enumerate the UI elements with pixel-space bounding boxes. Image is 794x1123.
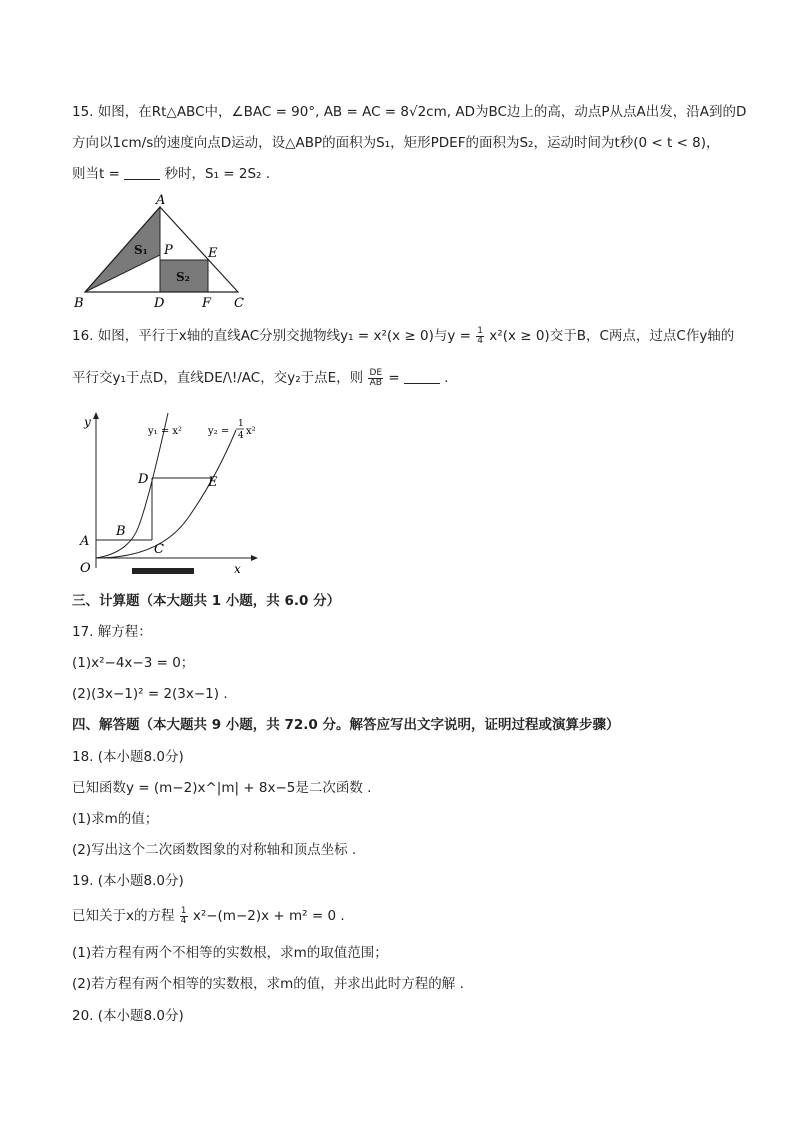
label-o: O (80, 561, 91, 576)
label-a: A (156, 193, 166, 208)
curve-y2-frac-den: 4 (238, 431, 244, 441)
label-s2: S₂ (176, 270, 190, 284)
q16-line1-pre: 16. 如图，平行于x轴的直线AC分别交抛物线y₁ = x²(x ≥ 0)与y = (72, 328, 471, 344)
q19-stem-pre: 已知关于x的方程 (72, 908, 175, 924)
y-axis-arrow (93, 412, 99, 419)
label-d: D (154, 296, 165, 311)
curve-y1-label: y₁ = x² (148, 426, 183, 437)
q18-part1: (1)求m的值； (72, 811, 159, 827)
q19-stem-post: x²−(m−2)x + m² = 0 . (192, 908, 345, 924)
q17-part1: (1)x²−4x−3 = 0； (72, 655, 195, 671)
q19-part1: (1)若方程有两个不相等的实数根，求m的取值范围； (72, 945, 388, 961)
q16-line2-period: . (444, 370, 449, 386)
x-axis-arrow (251, 555, 258, 561)
label-a: A (80, 534, 90, 549)
answer-blank[interactable] (404, 369, 440, 384)
q17-part2: (2)(3x−1)² = 2(3x−1) . (72, 686, 228, 702)
q19-title: 19. (本小题8.0分) (72, 873, 184, 889)
q15-triangle-figure (70, 192, 260, 312)
q15-line2: 方向以1cm/s的速度向点D运动，设△ABP的面积为S₁，矩形PDEF的面积为S₂，运动时间为t秒(0 < t < 8)， (72, 135, 720, 151)
curve-y2-label-post: x² (246, 426, 256, 437)
q15-line3-pre: 则当t = (72, 166, 120, 182)
q17-title: 17. 解方程： (72, 624, 152, 640)
q18-title: 18. (本小题8.0分) (72, 749, 184, 765)
q20-title: 20. (本小题8.0分) (72, 1008, 184, 1024)
q15-line1: 15. 如图，在Rt△ABC中，∠BAC = 90°, AB = AC = 8√2cm, AD为BC边上的高，动点P从点A出发，沿A到的D (72, 104, 747, 120)
label-e: E (208, 246, 218, 261)
label-y-axis: y (84, 415, 91, 429)
q15-line3-post: 秒时，S₁ = 2S₂ . (164, 166, 271, 182)
section4-heading: 四、解答题（本大题共 9 小题，共 72.0 分。解答应写出文字说明，证明过程或演算步骤） (72, 717, 620, 733)
label-b: B (74, 296, 84, 311)
q16-fraction-de-ab: $\frac{DE}{AB}$ (369, 367, 383, 388)
q15-line3 (72, 164, 270, 184)
q16-line2 (72, 368, 449, 388)
label-d: D (138, 472, 149, 487)
label-s1: S₁ (134, 243, 148, 257)
cropped-caption (132, 568, 194, 574)
label-c: C (154, 542, 164, 557)
label-p: P (164, 243, 173, 258)
label-e: E (208, 475, 218, 490)
label-b: B (116, 524, 126, 539)
q16-line1 (72, 326, 734, 346)
label-f: F (202, 296, 212, 311)
label-x-axis: x (234, 562, 241, 576)
q19-stem (72, 906, 345, 926)
q16-line1-post: x²(x ≥ 0)交于B，C两点，过点C作y轴的 (489, 328, 735, 344)
q18-stem: 已知函数y = (m−2)x^|m| + 8x−5是二次函数 . (72, 780, 372, 796)
section3-heading: 三、计算题（本大题共 1 小题，共 6.0 分） (72, 593, 341, 609)
q19-fraction-quarter: $\frac{1}{4}$ (180, 905, 187, 926)
q16-parabola-figure (76, 408, 276, 578)
q18-part2: (2)写出这个二次函数图象的对称轴和顶点坐标 . (72, 842, 357, 858)
q16-line2-pre: 平行交y₁于点D，直线DE/\!/AC，交y₂于点E，则 (72, 370, 364, 386)
answer-blank[interactable] (124, 165, 160, 180)
q16-fraction-quarter: $\frac{1}{4}$ (477, 325, 483, 346)
q16-line2-post: = (388, 370, 400, 386)
q19-part2: (2)若方程有两个相等的实数根，求m的值，并求出此时方程的解 . (72, 976, 464, 992)
curve-y2-label-pre: y₂ = (208, 426, 230, 437)
curve-y2-frac-num: 1 (238, 419, 244, 429)
label-c: C (234, 296, 244, 311)
